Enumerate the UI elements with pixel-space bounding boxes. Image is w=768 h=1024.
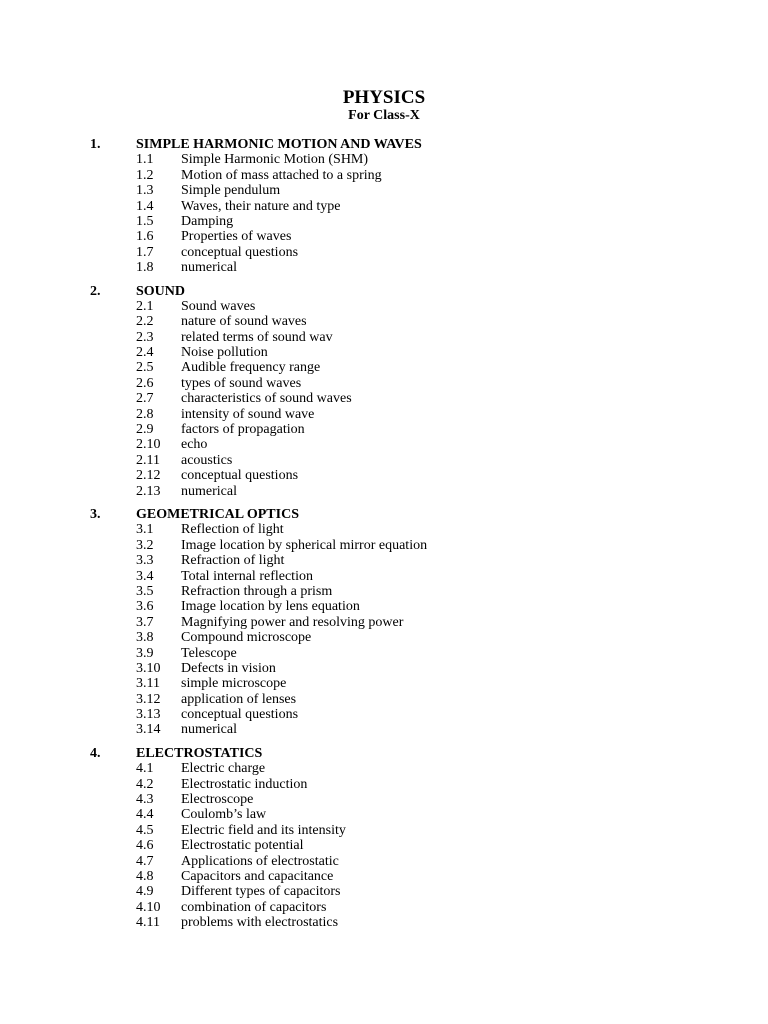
item-number: 2.5: [136, 360, 154, 376]
item-number: 3.14: [136, 722, 161, 738]
section-number: 1.: [90, 137, 101, 152]
item-number: 2.9: [136, 422, 154, 438]
item-number: 4.8: [136, 868, 154, 884]
item-text: Properties of waves: [181, 229, 292, 245]
item-text: Image location by lens equation: [181, 599, 360, 615]
document-title: PHYSICS: [342, 87, 426, 108]
section: [0, 137, 768, 276]
list-item: [0, 838, 768, 853]
list-item: [0, 299, 768, 314]
item-text: Sound waves: [181, 298, 256, 314]
item-text: Image location by spherical mirror equation: [181, 537, 428, 553]
list-item: [0, 661, 768, 676]
item-text: intensity of sound wave: [181, 406, 315, 422]
section-number: 2.: [90, 283, 101, 299]
list-item: [0, 823, 768, 838]
item-number: 2.7: [136, 391, 154, 407]
list-item: [0, 777, 768, 792]
list-item: [0, 168, 768, 183]
list-item: [0, 707, 768, 722]
list-item: [0, 468, 768, 483]
item-text: related terms of sound wav: [181, 329, 333, 345]
item-text: Electroscope: [181, 792, 254, 808]
item-text: Defects in vision: [181, 660, 276, 676]
list-item: [0, 646, 768, 661]
list-item: [0, 569, 768, 584]
list-item: [0, 345, 768, 360]
item-number: 3.12: [136, 691, 161, 707]
list-item: [0, 314, 768, 329]
item-number: 2.8: [136, 406, 154, 422]
item-text: Compound microscope: [181, 630, 312, 646]
list-item: [0, 807, 768, 822]
section-title: ELECTROSTATICS: [136, 745, 263, 761]
item-text: Simple pendulum: [181, 183, 281, 199]
item-number: 1.4: [136, 198, 154, 214]
section-header: [0, 746, 768, 761]
list-item: [0, 453, 768, 468]
list-item: [0, 422, 768, 437]
item-text: simple microscope: [181, 676, 287, 692]
list-item: [0, 584, 768, 599]
item-text: numerical: [181, 722, 237, 738]
list-item: [0, 407, 768, 422]
list-item: [0, 884, 768, 899]
list-item: [0, 214, 768, 229]
list-item: [0, 615, 768, 630]
item-number: 2.11: [136, 452, 160, 468]
section: [0, 507, 768, 738]
item-number: 1.5: [136, 213, 154, 229]
item-number: 1.6: [136, 229, 154, 245]
list-item: [0, 152, 768, 167]
item-number: 2.1: [136, 298, 154, 314]
item-number: 2.12: [136, 468, 161, 484]
list-item: [0, 792, 768, 807]
list-item: [0, 538, 768, 553]
list-item: [0, 630, 768, 645]
item-text: types of sound waves: [181, 375, 302, 391]
item-number: 3.4: [136, 568, 154, 584]
list-item: [0, 360, 768, 375]
item-number: 4.9: [136, 884, 154, 900]
item-text: acoustics: [181, 452, 233, 468]
list-item: [0, 391, 768, 406]
section-title: SOUND: [136, 283, 186, 299]
section-header: [0, 137, 768, 152]
item-number: 3.6: [136, 599, 154, 615]
section-header: [0, 507, 768, 522]
list-item: [0, 245, 768, 260]
item-text: conceptual questions: [181, 707, 299, 723]
list-item: [0, 484, 768, 499]
item-number: 3.9: [136, 645, 154, 661]
item-text: Electric charge: [181, 761, 266, 777]
item-number: 1.8: [136, 260, 154, 276]
item-number: 4.1: [136, 761, 154, 777]
item-text: conceptual questions: [181, 468, 299, 484]
list-item: [0, 437, 768, 452]
item-number: 1.7: [136, 244, 154, 260]
item-text: characteristics of sound waves: [181, 391, 352, 407]
list-item: [0, 553, 768, 568]
item-text: conceptual questions: [181, 244, 299, 260]
item-text: Telescope: [181, 645, 237, 661]
item-text: Audible frequency range: [181, 360, 321, 376]
section-title: GEOMETRICAL OPTICS: [136, 506, 299, 522]
item-number: 4.10: [136, 899, 161, 915]
item-text: Magnifying power and resolving power: [181, 614, 404, 630]
item-text: Simple Harmonic Motion (SHM): [181, 152, 369, 168]
item-number: 2.3: [136, 329, 154, 345]
item-text: Coulomb’s law: [181, 807, 267, 823]
item-text: application of lenses: [181, 691, 297, 707]
item-number: 4.2: [136, 776, 154, 792]
list-item: [0, 676, 768, 691]
item-number: 3.1: [136, 522, 154, 538]
item-number: 3.2: [136, 537, 154, 553]
item-number: 2.2: [136, 314, 154, 330]
section: [0, 746, 768, 931]
list-item: [0, 330, 768, 345]
item-text: Capacitors and capacitance: [181, 868, 334, 884]
item-text: problems with electrostatics: [181, 915, 339, 931]
list-item: [0, 376, 768, 391]
section: [0, 284, 768, 499]
item-number: 4.11: [136, 915, 160, 931]
item-text: Refraction through a prism: [181, 583, 333, 599]
item-text: echo: [181, 437, 208, 453]
list-item: [0, 854, 768, 869]
item-number: 3.3: [136, 553, 154, 569]
item-number: 3.11: [136, 676, 160, 692]
item-number: 3.8: [136, 630, 154, 646]
item-number: 2.10: [136, 437, 161, 453]
list-item: [0, 900, 768, 915]
item-number: 4.5: [136, 822, 154, 838]
item-text: numerical: [181, 260, 237, 276]
item-number: 4.3: [136, 792, 154, 808]
document-subtitle: For Class-X: [348, 108, 420, 123]
item-number: 2.6: [136, 375, 154, 391]
list-item: [0, 761, 768, 776]
item-text: Waves, their nature and type: [181, 198, 341, 214]
item-text: numerical: [181, 483, 237, 499]
section-title: SIMPLE HARMONIC MOTION AND WAVES: [136, 137, 422, 152]
list-item: [0, 183, 768, 198]
item-number: 2.13: [136, 483, 161, 499]
list-item: [0, 692, 768, 707]
list-item: [0, 260, 768, 275]
item-text: Electrostatic induction: [181, 776, 308, 792]
item-text: combination of capacitors: [181, 899, 327, 915]
item-number: 4.7: [136, 853, 154, 869]
item-text: Damping: [181, 213, 234, 229]
item-number: 3.13: [136, 707, 161, 723]
section-number: 4.: [90, 745, 101, 761]
list-item: [0, 599, 768, 614]
item-text: factors of propagation: [181, 422, 305, 438]
list-item: [0, 522, 768, 537]
item-number: 4.4: [136, 807, 154, 823]
item-number: 3.7: [136, 614, 154, 630]
list-item: [0, 915, 768, 930]
item-number: 3.5: [136, 583, 154, 599]
item-number: 4.6: [136, 838, 154, 854]
item-text: Electrostatic potential: [181, 838, 304, 854]
item-text: Different types of capacitors: [181, 884, 341, 900]
item-number: 1.3: [136, 183, 154, 199]
item-text: Refraction of light: [181, 553, 285, 569]
list-item: [0, 199, 768, 214]
item-text: Applications of electrostatic: [181, 853, 339, 869]
section-header: [0, 284, 768, 299]
item-number: 3.10: [136, 660, 161, 676]
item-text: nature of sound waves: [181, 314, 307, 330]
item-number: 2.4: [136, 345, 154, 361]
item-text: Total internal reflection: [181, 568, 313, 584]
contents-list: [0, 137, 768, 939]
item-text: Motion of mass attached to a spring: [181, 167, 382, 183]
item-text: Noise pollution: [181, 345, 268, 361]
list-item: [0, 229, 768, 244]
list-item: [0, 722, 768, 737]
list-item: [0, 869, 768, 884]
item-text: Reflection of light: [181, 522, 284, 538]
item-text: Electric field and its intensity: [181, 822, 346, 838]
section-number: 3.: [90, 506, 101, 522]
item-number: 1.2: [136, 167, 154, 183]
item-number: 1.1: [136, 152, 154, 168]
